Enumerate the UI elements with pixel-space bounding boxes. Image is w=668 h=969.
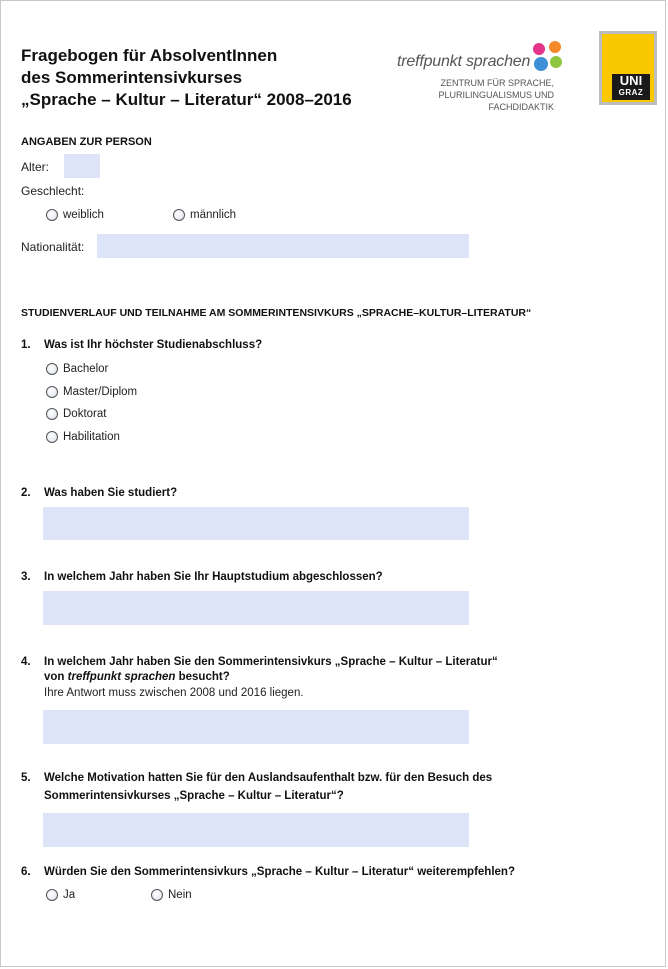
title-line-3: „Sprache – Kultur – Literatur“ 2008–2016 — [21, 90, 352, 109]
question-number: 3. — [21, 571, 31, 583]
nationality-label: Nationalität: — [21, 240, 85, 254]
q6-option-yes[interactable] — [46, 889, 75, 901]
q1-option-master[interactable] — [46, 386, 137, 398]
question-text: In welchem Jahr haben Sie Ihr Hauptstudium abgeschlossen? — [44, 571, 383, 583]
treffpunkt-logo-text: treffpunkt sprachen — [397, 53, 531, 70]
question-text-line-1: Welche Motivation hatten Sie für den Auslandsaufenthalt bzw. für den Besuch des — [44, 772, 493, 784]
question-number: 5. — [21, 772, 31, 784]
radio-button[interactable] — [46, 209, 58, 221]
question-5 — [21, 771, 493, 786]
question-4-line-2 — [44, 670, 230, 685]
uni-graz-wordmark — [612, 74, 650, 100]
title-line-1: Fragebogen für AbsolventInnen — [21, 46, 278, 65]
option-label: Doktorat — [63, 408, 107, 420]
option-label: Master/Diplom — [63, 386, 138, 398]
radio-button[interactable] — [46, 408, 58, 420]
radio-button[interactable] — [173, 209, 185, 221]
nationality-input[interactable] — [97, 234, 469, 258]
option-label: Habilitation — [63, 431, 120, 443]
radio-button[interactable] — [46, 386, 58, 398]
question-number: 4. — [21, 656, 31, 668]
question-number: 2. — [21, 487, 31, 499]
gender-option-male[interactable] — [173, 209, 236, 221]
q4-note: Ihre Antwort muss zwischen 2008 und 2016 liegen. — [44, 687, 304, 699]
q6-option-no[interactable] — [151, 889, 192, 901]
option-label: männlich — [190, 209, 237, 221]
option-label: Nein — [168, 889, 192, 901]
question-3 — [21, 570, 383, 585]
question-6 — [21, 865, 515, 880]
question-5-line-2: Sommerintensivkurses „Sprache – Kultur – Literatur“? — [44, 790, 344, 802]
q4-answer-input[interactable] — [43, 710, 469, 744]
radio-button[interactable] — [151, 889, 163, 901]
question-text-line-1: In welchem Jahr haben Sie den Sommerintensivkurs „Sprache – Kultur – Literatur“ — [44, 656, 498, 668]
question-2 — [21, 486, 178, 501]
question-text: von — [44, 671, 68, 683]
question-number: 1. — [21, 339, 31, 351]
uni-text: UNI — [619, 73, 643, 88]
option-label: weiblich — [63, 209, 104, 221]
question-text: Was ist Ihr höchster Studienabschluss? — [44, 339, 263, 351]
treffpunkt-logo-subtitle — [397, 77, 554, 113]
study-section-heading: STUDIENVERLAUF UND TEILNAHME AM SOMMERINTENSIVKURS „SPRACHE–KULTUR–LITERATUR“ — [21, 307, 532, 319]
treffpunkt-emphasis: treffpunkt sprachen — [67, 671, 176, 683]
q1-option-bachelor[interactable] — [46, 363, 108, 375]
treffpunkt-dots-icon — [529, 39, 565, 75]
graz-text: GRAZ — [618, 88, 644, 97]
q1-option-habilitation[interactable] — [46, 431, 120, 443]
option-label: Bachelor — [63, 363, 109, 375]
question-text: besucht? — [175, 671, 230, 683]
question-text: Würden Sie den Sommerintensivkurs „Sprache – Kultur – Literatur“ weiterempfehlen? — [44, 866, 515, 878]
radio-button[interactable] — [46, 431, 58, 443]
uni-graz-logo — [599, 31, 657, 105]
title-line-2: des Sommerintensivkurses — [21, 68, 243, 87]
radio-button[interactable] — [46, 363, 58, 375]
option-label: Ja — [63, 889, 76, 901]
question-number: 6. — [21, 866, 31, 878]
age-input[interactable] — [64, 154, 100, 178]
question-1 — [21, 338, 263, 353]
age-label: Alter: — [21, 160, 50, 174]
form-title — [21, 45, 352, 111]
person-section-heading: ANGABEN ZUR PERSON — [21, 136, 152, 148]
question-text: Was haben Sie studiert? — [44, 487, 178, 499]
q5-answer-input[interactable] — [43, 813, 469, 847]
logo-subtitle-line-1: ZENTRUM FÜR SPRACHE, — [440, 78, 554, 88]
logo-subtitle-line-2: PLURILINGUALISMUS UND FACHDIDAKTIK — [438, 90, 554, 112]
radio-button[interactable] — [46, 889, 58, 901]
q1-option-doktorat[interactable] — [46, 408, 106, 420]
gender-label: Geschlecht: — [21, 184, 85, 198]
gender-option-female[interactable] — [46, 209, 104, 221]
question-4 — [21, 655, 498, 670]
q2-answer-input[interactable] — [43, 507, 469, 540]
q3-answer-input[interactable] — [43, 591, 469, 625]
